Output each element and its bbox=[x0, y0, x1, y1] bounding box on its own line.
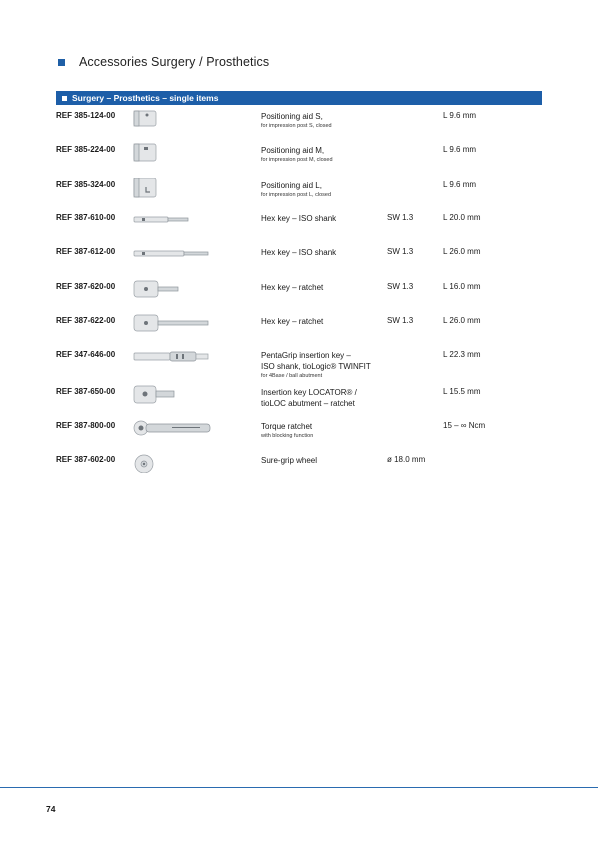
table-row bbox=[0, 145, 598, 177]
page-heading bbox=[58, 55, 269, 69]
ref-number: REF 387-650-00 bbox=[56, 387, 116, 396]
length-value: L 20.0 mm bbox=[443, 213, 481, 222]
description-line-2: tioLOC abutment – ratchet bbox=[261, 399, 355, 408]
length-value: L 26.0 mm bbox=[443, 316, 481, 325]
item-description bbox=[261, 421, 313, 441]
ref-number: REF 387-622-00 bbox=[56, 316, 116, 325]
description-line: Positioning aid M, bbox=[261, 146, 325, 155]
description-note: for impression post S, closed bbox=[261, 123, 332, 129]
item-description bbox=[261, 247, 336, 258]
positioning-aid-M-image bbox=[132, 143, 212, 163]
item-description bbox=[261, 282, 323, 293]
description-line: Hex key – ISO shank bbox=[261, 248, 337, 257]
hex-key-ratchet-long-image bbox=[132, 314, 212, 334]
torque-ratchet-image bbox=[132, 419, 212, 439]
length-value: L 9.6 mm bbox=[443, 180, 477, 189]
item-description bbox=[261, 111, 332, 131]
size-value: SW 1.3 bbox=[387, 247, 414, 256]
hex-key-iso-shank-long-image bbox=[132, 245, 212, 265]
table-row bbox=[0, 350, 598, 382]
table-row bbox=[0, 455, 598, 487]
size-value: SW 1.3 bbox=[387, 282, 414, 291]
item-description bbox=[261, 316, 323, 327]
ref-number: REF 385-224-00 bbox=[56, 145, 116, 154]
length-value: L 22.3 mm bbox=[443, 350, 481, 359]
heading-square-icon bbox=[58, 59, 65, 66]
ref-number: REF 347-646-00 bbox=[56, 350, 116, 359]
ref-number: REF 387-620-00 bbox=[56, 282, 116, 291]
ref-number: REF 385-324-00 bbox=[56, 180, 116, 189]
torque-value: 15 – ∞ Ncm bbox=[443, 421, 486, 430]
length-value: L 9.6 mm bbox=[443, 111, 477, 120]
description-line: Hex key – ISO shank bbox=[261, 214, 337, 223]
section-header-bar bbox=[56, 91, 542, 105]
description-line: Sure-grip wheel bbox=[261, 456, 318, 465]
section-title: Surgery – Prosthetics – single items bbox=[72, 93, 219, 103]
diameter-value: ø 18.0 mm bbox=[387, 455, 426, 464]
description-line: PentaGrip insertion key – bbox=[261, 351, 351, 360]
description-line: Hex key – ratchet bbox=[261, 317, 324, 326]
description-line: Hex key – ratchet bbox=[261, 283, 324, 292]
table-row bbox=[0, 111, 598, 143]
description-note: for 4Base / ball abutment bbox=[261, 373, 323, 379]
length-value: L 15.5 mm bbox=[443, 387, 481, 396]
pentagrip-insertion-key-image bbox=[132, 348, 212, 368]
length-value: L 16.0 mm bbox=[443, 282, 481, 291]
size-value: SW 1.3 bbox=[387, 213, 414, 222]
table-row bbox=[0, 213, 598, 245]
length-value: L 26.0 mm bbox=[443, 247, 481, 256]
item-description bbox=[261, 387, 357, 409]
item-description bbox=[261, 455, 317, 466]
positioning-aid-S-image bbox=[132, 109, 212, 129]
length-value: L 9.6 mm bbox=[443, 145, 477, 154]
positioning-aid-L-image bbox=[132, 178, 212, 198]
item-description bbox=[261, 145, 333, 165]
description-note: with blocking function bbox=[261, 433, 314, 439]
page-title: Accessories Surgery / Prosthetics bbox=[79, 55, 270, 69]
table-row bbox=[0, 421, 598, 453]
table-row bbox=[0, 387, 598, 419]
insertion-key-locator-image bbox=[132, 385, 212, 405]
description-line: Positioning aid S, bbox=[261, 112, 323, 121]
description-line-2: ISO shank, tioLogic® TWINFIT bbox=[261, 362, 371, 371]
sure-grip-wheel-image bbox=[132, 453, 212, 473]
size-value: SW 1.3 bbox=[387, 316, 414, 325]
table-row bbox=[0, 282, 598, 314]
table-row bbox=[0, 247, 598, 279]
page-number: 74 bbox=[46, 804, 56, 814]
item-description bbox=[261, 350, 371, 381]
item-description bbox=[261, 180, 331, 200]
description-line: Torque ratchet bbox=[261, 422, 313, 431]
section-square-icon bbox=[62, 96, 67, 101]
ref-number: REF 387-612-00 bbox=[56, 247, 116, 256]
table-row bbox=[0, 180, 598, 212]
ref-number: REF 387-800-00 bbox=[56, 421, 116, 430]
description-line: Positioning aid L, bbox=[261, 181, 322, 190]
footer-divider bbox=[0, 787, 598, 788]
description-note: for impression post M, closed bbox=[261, 157, 333, 163]
ref-number: REF 387-610-00 bbox=[56, 213, 116, 222]
description-note: for impression post L, closed bbox=[261, 192, 332, 198]
table-row bbox=[0, 316, 598, 348]
ref-number: REF 387-602-00 bbox=[56, 455, 116, 464]
description-line: Insertion key LOCATOR® / bbox=[261, 388, 357, 397]
hex-key-ratchet-short-image bbox=[132, 280, 212, 300]
ref-number: REF 385-124-00 bbox=[56, 111, 116, 120]
hex-key-iso-shank-short-image bbox=[132, 211, 212, 231]
item-description bbox=[261, 213, 336, 224]
